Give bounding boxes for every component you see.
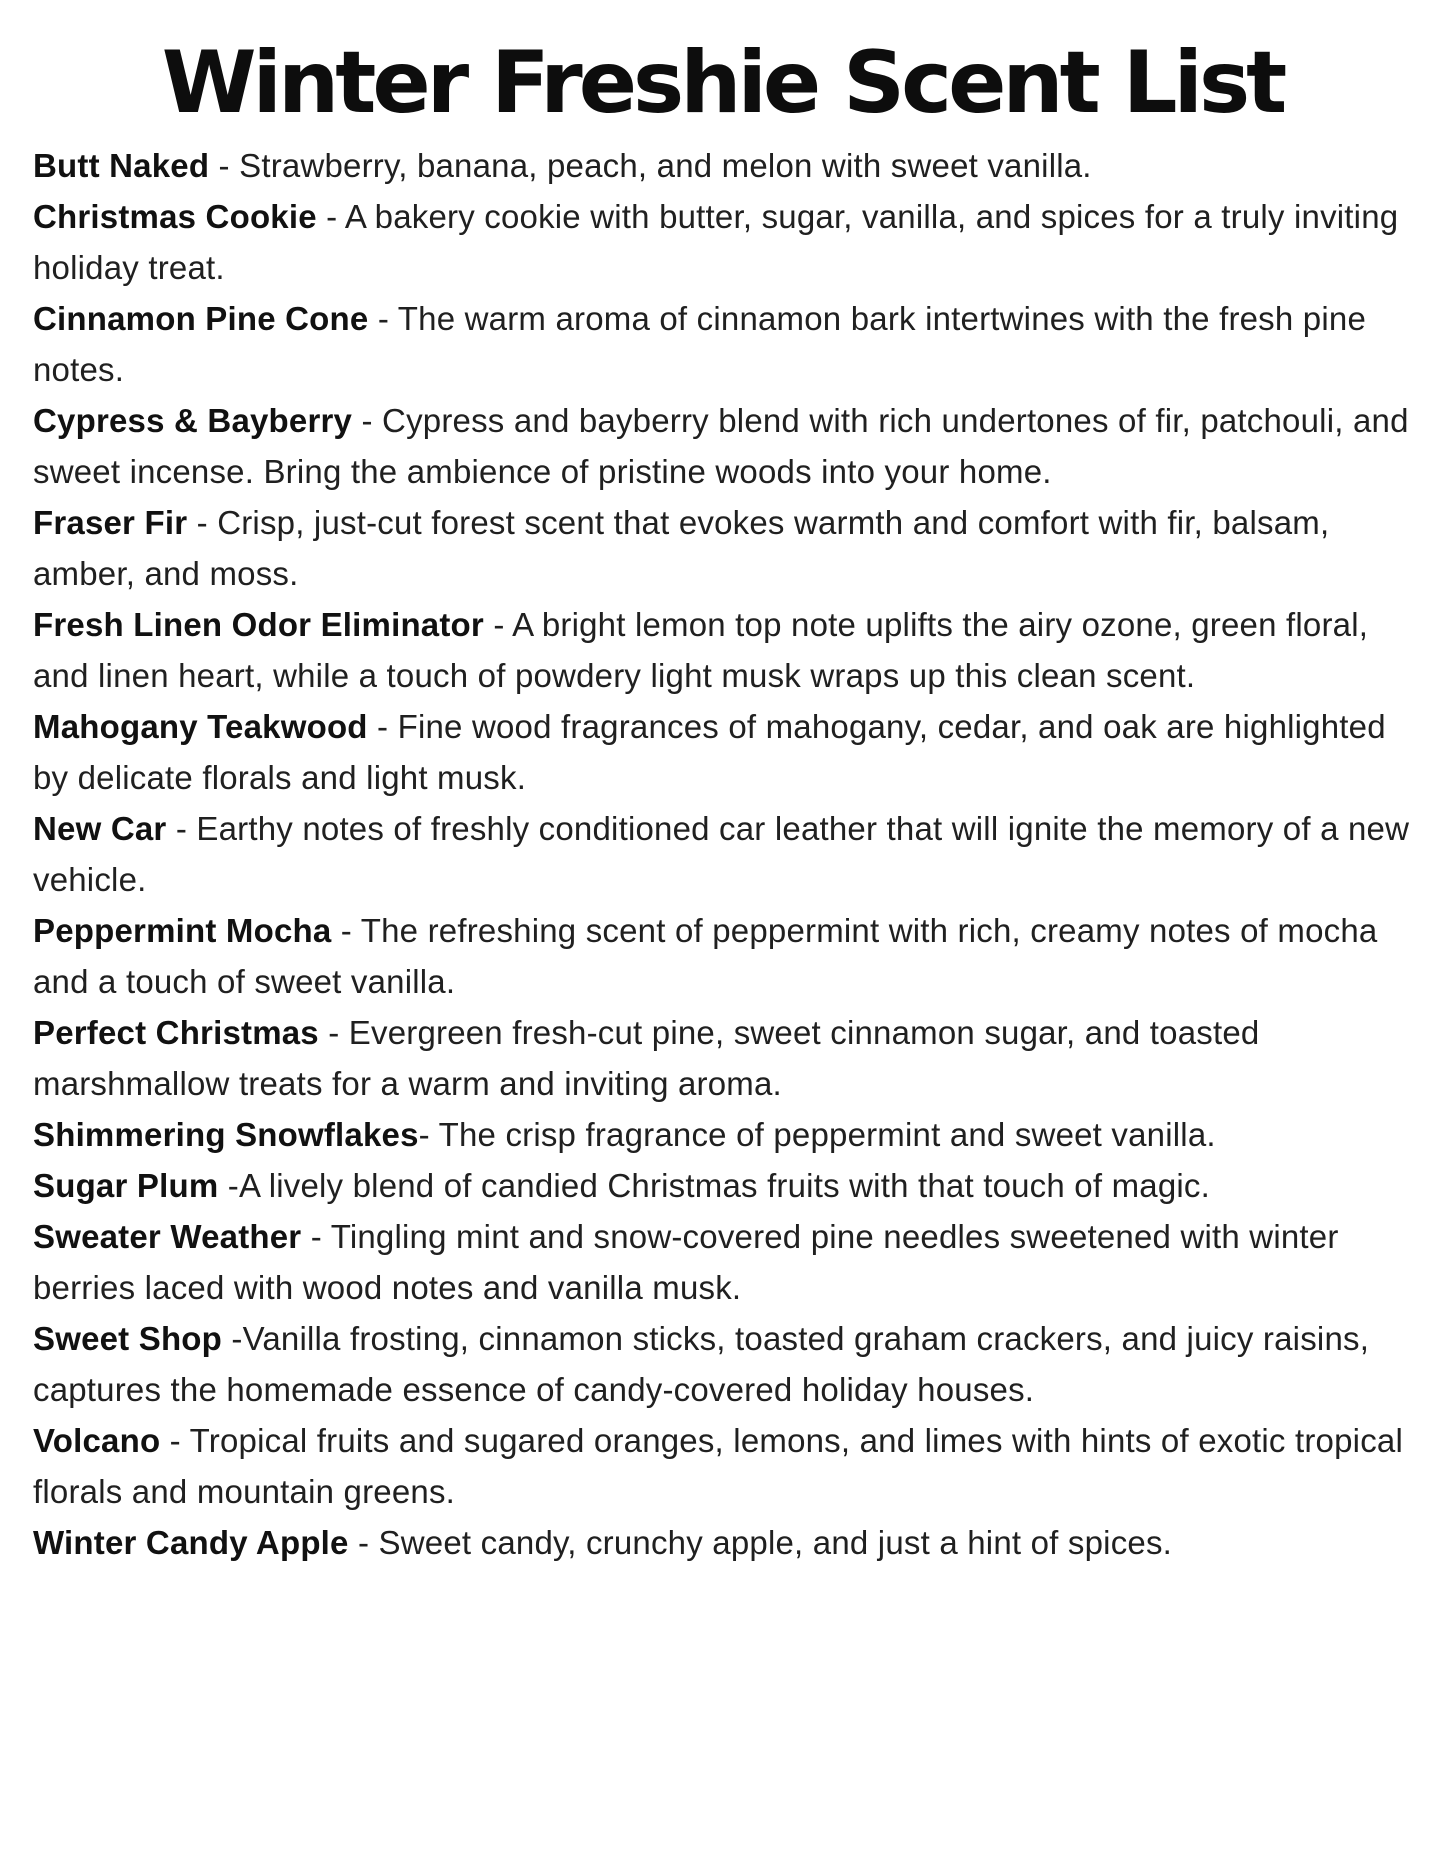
scent-name: Perfect Christmas — [33, 1014, 319, 1051]
scent-separator: - — [352, 402, 383, 439]
scent-name: Volcano — [33, 1422, 161, 1459]
scent-description: Tingling mint and snow-covered pine needles sweetened with winter berries laced with wood notes and vanilla musk. — [33, 1218, 1339, 1306]
scent-description: The warm aroma of cinnamon bark intertwines with the fresh pine notes. — [33, 300, 1366, 388]
scent-separator: - — [348, 1524, 379, 1561]
scent-description: Tropical fruits and sugared oranges, lemons, and limes with hints of exotic tropical florals and mountain greens. — [33, 1422, 1403, 1510]
scent-list — [0, 140, 1445, 1608]
scent-description: A bakery cookie with butter, sugar, vanilla, and spices for a truly inviting holiday treat. — [33, 198, 1399, 286]
scent-name: Fraser Fir — [33, 504, 188, 541]
scent-item-cypress-bayberry — [33, 395, 1412, 497]
scent-item-shimmering-snowflakes — [33, 1109, 1412, 1160]
scent-separator: - — [318, 1014, 349, 1051]
scent-separator: - — [160, 1422, 190, 1459]
scent-separator: - — [209, 147, 240, 184]
scent-description: Strawberry, banana, peach, and melon with sweet vanilla. — [239, 147, 1092, 184]
scent-separator: - — [187, 504, 218, 541]
scent-separator: - — [367, 708, 398, 745]
page-title: Winter Freshie Scent List — [161, 33, 1284, 133]
scent-separator: - — [301, 1218, 331, 1255]
scent-name: Fresh Linen Odor Eliminator — [33, 606, 484, 643]
scent-item-winter-candy-apple — [33, 1517, 1412, 1568]
scent-name: Shimmering Snowflakes — [33, 1116, 419, 1153]
scent-item-perfect-christmas — [33, 1007, 1412, 1109]
scent-name: Sweet Shop — [33, 1320, 223, 1357]
scent-item-butt-naked — [33, 140, 1412, 191]
scent-separator: - — [222, 1320, 243, 1357]
scent-description: Evergreen fresh-cut pine, sweet cinnamon sugar, and toasted marshmallow treats for a warm and inviting aroma. — [33, 1014, 1260, 1102]
scent-description: Fine wood fragrances of mahogany, cedar, and oak are highlighted by delicate florals and light musk. — [33, 708, 1386, 796]
scent-item-cinnamon-pine-cone — [33, 293, 1412, 395]
scent-separator: - — [418, 1116, 439, 1153]
scent-name: Cinnamon Pine Cone — [33, 300, 369, 337]
scent-description: Sweet candy, crunchy apple, and just a hint of spices. — [378, 1524, 1173, 1561]
scent-item-new-car — [33, 803, 1412, 905]
scent-separator: - — [331, 912, 361, 949]
scent-item-mahogany-teakwood — [33, 701, 1412, 803]
scent-item-volcano — [33, 1415, 1412, 1517]
scent-name: Christmas Cookie — [33, 198, 317, 235]
scent-description: A bright lemon top note uplifts the airy ozone, green floral, and linen heart, while a touch of powdery light musk wraps up this clean scent. — [33, 606, 1369, 694]
scent-description: The crisp fragrance of peppermint and sweet vanilla. — [438, 1116, 1216, 1153]
scent-description: The refreshing scent of peppermint with rich, creamy notes of mocha and a touch of sweet vanilla. — [33, 912, 1378, 1000]
scent-description: Cypress and bayberry blend with rich undertones of fir, patchouli, and sweet incense. Bring the ambience of pristine woods into your home. — [33, 402, 1409, 490]
scent-item-fraser-fir — [33, 497, 1412, 599]
scent-description: Earthy notes of freshly conditioned car leather that will ignite the memory of a new vehicle. — [33, 810, 1410, 898]
scent-description: Crisp, just-cut forest scent that evokes warmth and comfort with fir, balsam, amber, and moss. — [33, 504, 1330, 592]
scent-separator: - — [218, 1167, 239, 1204]
scent-name: Winter Candy Apple — [33, 1524, 349, 1561]
scent-separator: - — [368, 300, 398, 337]
scent-separator: - — [316, 198, 345, 235]
scent-item-sweet-shop — [33, 1313, 1412, 1415]
scent-separator: - — [166, 810, 197, 847]
scent-name: Sugar Plum — [33, 1167, 219, 1204]
scent-name: Butt Naked — [33, 147, 210, 184]
scent-name: Peppermint Mocha — [33, 912, 332, 949]
scent-name: Sweater Weather — [33, 1218, 302, 1255]
scent-item-peppermint-mocha — [33, 905, 1412, 1007]
scent-description: A lively blend of candied Christmas fruits with that touch of magic. — [238, 1167, 1210, 1204]
scent-item-christmas-cookie — [33, 191, 1412, 293]
scent-separator: - — [483, 606, 513, 643]
scent-item-sweater-weather — [33, 1211, 1412, 1313]
scent-name: New Car — [33, 810, 167, 847]
scent-item-fresh-linen-odor-eliminator — [33, 599, 1412, 701]
scent-description: Vanilla frosting, cinnamon sticks, toasted graham crackers, and juicy raisins, captures the homemade essence of candy-covered holiday houses. — [33, 1320, 1370, 1408]
scent-item-sugar-plum — [33, 1160, 1412, 1211]
scent-name: Cypress & Bayberry — [33, 402, 353, 439]
scent-name: Mahogany Teakwood — [33, 708, 368, 745]
